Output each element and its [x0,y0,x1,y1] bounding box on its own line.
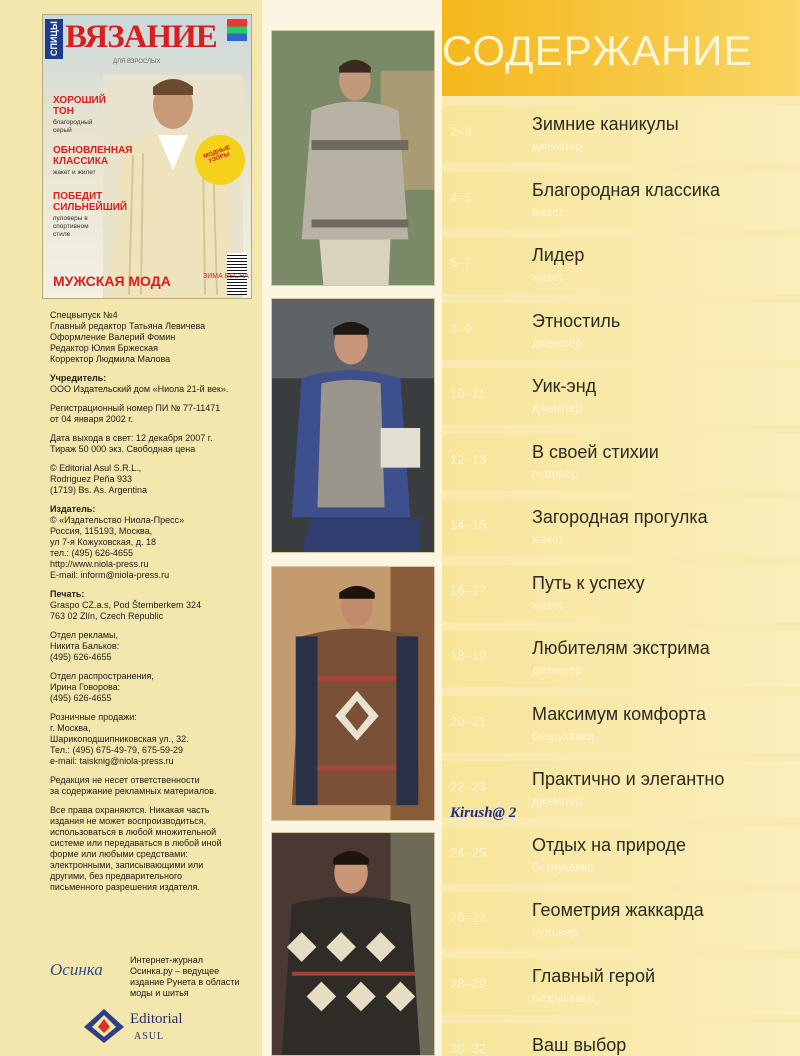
contents-item[interactable] [442,565,800,622]
cover-brand-vertical: СПИЦЫ [45,19,63,59]
contents-item-title: Зимние каникулы [532,114,679,134]
contents-item-title: Геометрия жаккарда [532,900,704,920]
contents-item-title: Благородная классика [532,179,721,200]
imprint-line: Тел.: (495) 675-49-79, 675-59-29 [50,745,184,755]
imprint-line: Корректор Людмила Малова [50,354,171,364]
contents-item-title: Загородная прогулка [532,507,708,527]
retail-email-link[interactable]: e-mail: taisknig@niola-press.ru [50,756,174,766]
contents-item-sub: жакет [532,204,564,219]
imprint-line: (495) 626-4655 [50,652,112,662]
imprint-line: (1719) Bs. As. Argentina [50,485,148,495]
imprint-label: Печать: [50,589,85,599]
contents-item[interactable] [442,303,800,360]
contents-item-title: Отдых на природе [532,834,686,855]
imprint-line: от 04 января 2002 г. [50,414,133,424]
imprint-ads [50,630,260,663]
contents-item-title: Лидер [532,245,585,265]
contents-item-title: Ваш выбор [532,1035,627,1055]
cover-sticker: МОДНЫЕ УЗОРЫ [188,128,252,192]
imprint-line: Редакция не несет ответственности [50,775,200,785]
contents-item-sub: джемпер [532,401,582,415]
cover-headline-1: ХОРОШИЙ ТОН [53,95,106,117]
imprint-line: Спецвыпуск №4 [50,310,118,320]
imprint-staff [50,310,260,365]
contents-item[interactable] [442,696,800,753]
imprint-line: тел.: (495) 626-4655 [50,548,134,558]
cover-bottom-title: МУЖСКАЯ МОДА [53,273,171,289]
contents-item-pages: 26–27 [450,910,487,925]
imprint-line: ООО Издательский дом «Ниола 21-й век». [50,384,229,394]
contents-item[interactable] [442,892,800,949]
cover-model-image [103,75,243,299]
imprint-line: электронными, записывающими или [50,860,204,870]
cover-badge-icon [227,19,247,41]
imprint-line: Розничные продажи: [50,712,137,722]
contents-item[interactable] [442,172,800,229]
contents-item-pages: 24–25 [450,844,487,860]
watermark-signature: Kirush@ 2 [450,805,517,821]
contents-item-pages: 16–17 [450,582,487,598]
contents-item-title: Путь к успеху [532,572,645,593]
imprint-line: системе или передаваться в любой иной [50,838,222,848]
imprint-line: Отдел распространения, [50,671,154,681]
imprint-label: Издатель: [50,504,96,514]
photo-grey-jacquard-sweater [271,30,435,286]
contents-title: СОДЕРЖАНИЕ [442,27,753,74]
imprint-line: Rodriguez Peña 933 [50,474,133,484]
contents-header [442,0,800,96]
imprint-line: Регистрационный номер ПИ № 77-11471 [50,403,221,413]
contents-item-pages: 20–21 [450,713,487,729]
editorial-mark-icon [82,1007,126,1045]
osinka-text [130,955,260,999]
osinka-line: Осинка.ру – ведущее [130,966,220,976]
contents-item[interactable] [442,630,800,687]
imprint-line: Ирина Говорова: [50,682,121,692]
contents-item-sub: безрукавка [532,728,594,743]
cover-headline-3-sub: пуловеры в спортивном стиле [53,215,89,238]
contents-item-title: Практично и элегантно [532,769,725,789]
imprint-line: Отдел рекламы, [50,630,118,640]
osinka-line: Интернет-журнал [130,955,204,965]
contents-item-sub: пуловер [532,925,578,939]
contents-item-pages: 10–11 [450,386,486,401]
contents-item-pages: 28–29 [450,975,487,991]
imprint-line: Редактор Юлия Бржеская [50,343,159,353]
imprint-line: Главный редактор Татьяна Левичева [50,321,206,331]
imprint-release [50,433,260,455]
contents-item[interactable] [442,499,800,556]
imprint-line: использоваться в любой множительной [50,827,217,837]
contents-item-sub: пуловер [532,466,578,481]
cover-headline-1-sub: благородный серый [53,119,93,134]
imprint-founder [50,373,260,395]
imprint-registration [50,403,260,425]
contents-item-title: Уик-энд [532,376,597,396]
imprint-line: Шарикоподшипниковская ул., 32. [50,734,189,744]
osinka-line: издание Рунета в области [130,977,240,987]
imprint-line: Тираж 50 000 экз. Свободная цена [50,444,196,454]
imprint-line: 763 02 Zlín, Czech Republic [50,611,164,621]
contents-item-pages: 22–23 [450,779,487,794]
contents-item-pages: 8–9 [450,320,472,336]
contents-item[interactable] [442,827,800,884]
photo-column [262,0,442,1056]
publisher-website-link[interactable]: http://www.niola-press.ru [50,559,149,569]
imprint-disclaimer [50,775,260,797]
photo-geometric-jacquard-sweater [271,832,435,1056]
contents-item-sub: джемпер [532,139,582,153]
contents-item-title: Главный герой [532,965,656,986]
osinka-line: моды и шитья [130,988,189,998]
photo-brown-ethnic-sweater [271,566,435,821]
contents-item[interactable] [442,237,800,294]
cover-subtitle: ДЛЯ ВЗРОСЛЫХ [113,59,161,65]
contents-item-sub: джемпер [532,335,582,350]
imprint-line: Никита Бальков: [50,641,120,651]
cover-headline-3: ПОБЕДИТ СИЛЬНЕЙШИЙ [53,191,128,213]
contents-item[interactable] [442,106,800,163]
left-column [0,0,262,1056]
cover-headline-2: ОБНОВЛЕННАЯ КЛАССИКА [53,145,133,167]
imprint-distribution [50,671,260,704]
contents-item-title: Максимум комфорта [532,703,707,724]
imprint-line: Graspo CZ.a.s, Pod Šternberkem 324 [50,600,202,610]
contents-column [442,0,800,1056]
imprint-line: г. Москва, [50,723,91,733]
contents-item-pages: 30–32 [450,1041,487,1056]
contents-item-pages: 2–3 [450,124,472,139]
magazine-cover [42,14,252,299]
imprint-line: форме или любыми средствами: [50,849,188,859]
imprint-retail [50,712,260,767]
imprint-line: Оформление Валерий Фомин [50,332,176,342]
cover-season: ЗИМА ВЕСНА [203,273,249,280]
contents-item-title: В своей стихии [532,441,659,462]
publisher-email-link[interactable]: E-mail: inform@niola-press.ru [50,570,170,580]
editorial-asul-logo [82,1005,182,1050]
imprint-line: Все права охраняются. Никакая часть [50,805,210,815]
contents-item-title: Этностиль [532,310,621,331]
contents-item-pages: 6–7 [450,255,472,270]
cover-title: ВЯЗАНИЕ [65,19,217,55]
imprint-rights [50,805,260,893]
imprint-line: © «Издательство Ниола-Пресс» [50,515,185,525]
cover-headline-2-sub: жакет и жилет [53,169,96,176]
imprint-block [50,310,260,901]
contents-item-sub: джемпер [532,794,582,808]
imprint-line: письменного разрешения издателя. [50,882,200,892]
osinka-logo[interactable]: Осинка [50,960,103,979]
contents-item-sub: жакет [532,270,564,284]
imprint-line: другими, без предварительного [50,871,183,881]
contents-item[interactable] [442,958,800,1015]
imprint-print [50,589,260,622]
imprint-line: за содержание рекламных материалов. [50,786,217,796]
photo-grey-vest [271,298,435,553]
imprint-label: Учредитель: [50,373,107,383]
contents-item-pages: 4–5 [450,189,472,205]
contents-item-pages: 12–13 [450,451,487,467]
contents-item[interactable] [442,368,800,425]
contents-item[interactable] [442,1023,800,1056]
contents-item-pages: 18–19 [450,648,487,663]
contents-item-sub: безрукавка [532,990,594,1005]
imprint-line: (495) 626-4655 [50,693,112,703]
editorial-sub: ASUL [134,1031,165,1042]
imprint-line: издания не может воспроизводиться, [50,816,207,826]
contents-item-title: Любителям экстрима [532,638,710,658]
imprint-publisher [50,504,260,581]
contents-item-pages: 14–15 [450,517,487,532]
imprint-line: Дата выхода в свет: 12 декабря 2007 г. [50,433,213,443]
imprint-line: Россия, 115193, Москва, [50,526,153,536]
contents-item-sub: безрукавка [532,859,594,874]
contents-item-sub: жакет [532,532,564,546]
contents-item-sub: джемпер [532,663,582,677]
imprint-line: ул 7-я Кожуховская, д. 18 [50,537,157,547]
editorial-name: Editorial [130,1011,183,1027]
contents-item[interactable] [442,434,800,491]
contents-item-sub: жакет [532,597,564,612]
imprint-copyright [50,463,260,496]
imprint-line: © Editorial Asul S.R.L., [50,463,142,473]
